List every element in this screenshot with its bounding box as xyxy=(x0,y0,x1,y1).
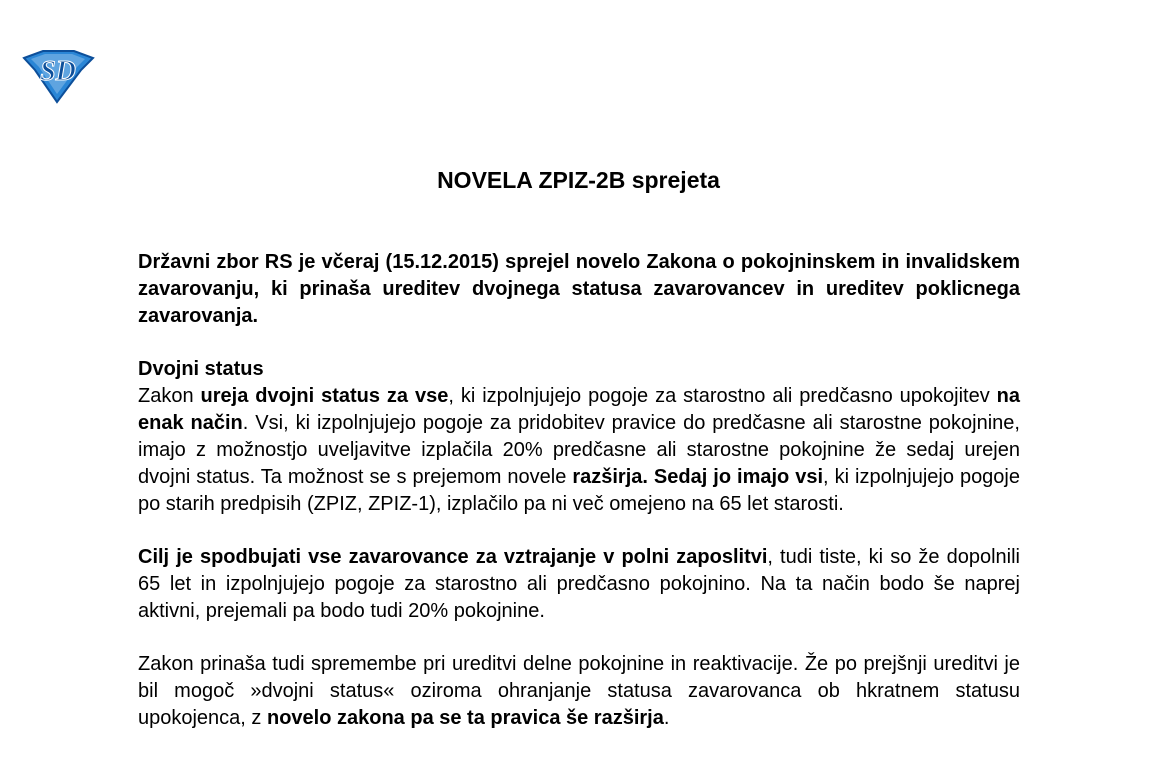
page-title: NOVELA ZPIZ-2B sprejeta xyxy=(437,167,720,193)
sd-logo xyxy=(21,48,96,104)
section-heading: Dvojni status xyxy=(138,358,264,380)
document-body xyxy=(138,249,1020,758)
dual-status-paragraph-2 xyxy=(138,544,1020,625)
dual-status-paragraph-3 xyxy=(138,651,1020,732)
text-run: , ki izpolnjujejo pogoje po starih predpisih (ZPIZ, ZPIZ-1), izplačilo pa ni več omejeno na 65 let starosti. xyxy=(138,466,1020,515)
shield-logo-icon xyxy=(21,48,96,104)
text-run: Zakon prinaša tudi spremembe pri ureditvi delne pokojnine in reaktivacije. Že po prejšnji ureditvi je bil mogoč »dvojni status« oziroma ohranjanje statusa zavarovanca ob hkratnem statusu upokojenca, z xyxy=(138,653,1020,729)
intro-paragraph: Državni zbor RS je včeraj (15.12.2015) sprejel novelo Zakona o pokojninskem in invalidskem zavarovanju, ki prinaša ureditev dvojnega statusa zavarovancev in ureditev poklicnega zavarovanja. xyxy=(138,251,1020,327)
text-run: , tudi tiste, ki so že dopolnili 65 let in izpolnjujejo pogoje za starostno ali predčasno pokojnino. Na ta način bodo še naprej aktivni, prejemali pa bodo tudi 20% pokojnine. xyxy=(138,546,1020,622)
bold-run: ureja dvojni status za vse xyxy=(200,385,449,407)
text-run: . xyxy=(663,707,670,729)
bold-run: novelo zakona pa se ta pravica še razširja xyxy=(266,707,664,729)
text-run: , ki izpolnjujejo pogoje za starostno ali predčasno upokojitev xyxy=(448,385,997,407)
bold-run: Cilj je spodbujati vse zavarovance za vztrajanje v polni zaposlitvi xyxy=(138,546,768,568)
text-run: . Vsi, ki izpolnjujejo pogoje za pridobitev pravice do predčasne ali starostne pokojnine, imajo z možnostjo uveljavitve izplačila 20% predčasne ali starostne pokojnine že sedaj urejen dvojni status. Ta možnost se s prejemom novele xyxy=(138,412,1020,488)
bold-run: na enak način xyxy=(138,385,1020,434)
logo-letters: SD xyxy=(40,56,76,87)
bold-run: razširja. Sedaj jo imajo vsi xyxy=(572,466,824,488)
text-run: Zakon xyxy=(138,385,201,407)
dual-status-paragraph-1 xyxy=(138,356,1020,518)
